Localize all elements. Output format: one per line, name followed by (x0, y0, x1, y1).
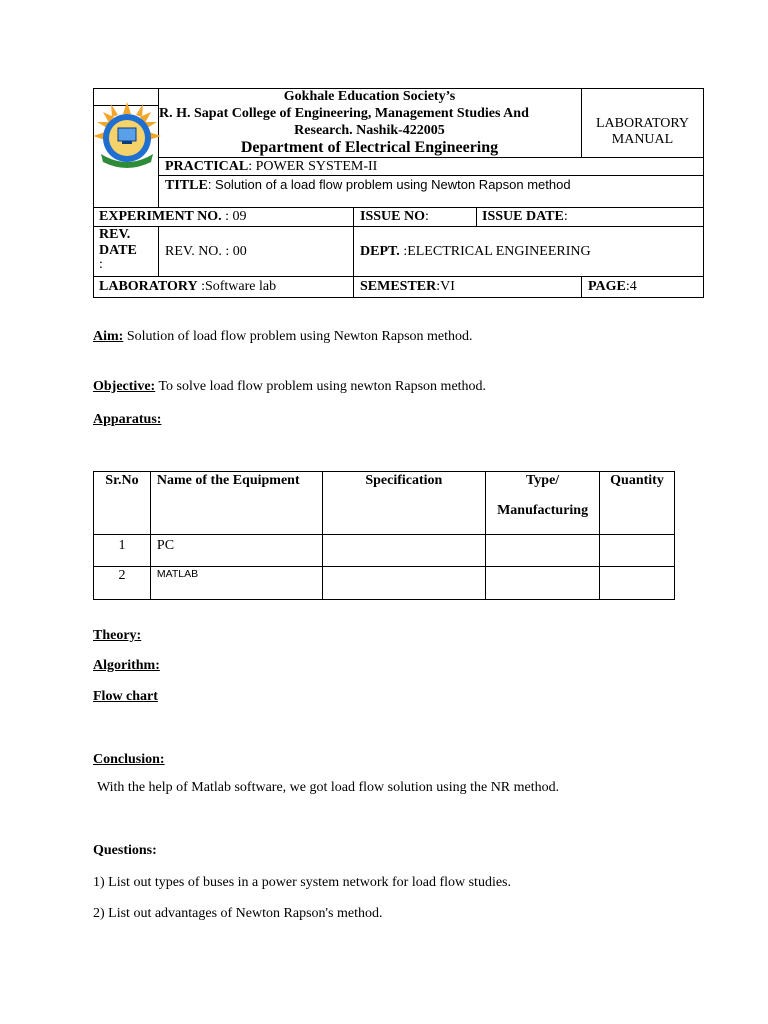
table-row (94, 535, 675, 567)
divider-v-rev (158, 226, 159, 277)
objective-text: To solve load flow problem using newton Rapson method. (155, 379, 487, 394)
dept-label: DEPT. (360, 244, 400, 259)
conclusion-text: With the help of Matlab software, we got load flow solution using the NR method. (97, 780, 560, 795)
divider-h2 (158, 157, 704, 158)
college-logo (91, 100, 163, 172)
divider-v-issuedate (476, 207, 477, 227)
divider-h4 (93, 207, 704, 208)
manual-label-line1: LABORATORY (595, 116, 690, 131)
practical-value: : POWER SYSTEM-II (248, 159, 378, 174)
title-label: TITLE (165, 178, 208, 193)
experiment-label: EXPERIMENT NO. (99, 209, 222, 224)
apparatus-table (93, 471, 675, 600)
header-equipment: Name of the Equipment (150, 472, 322, 535)
header-srno: Sr.No (94, 472, 151, 535)
lab-label: LABORATORY (99, 279, 198, 294)
lab-value: :Software lab (197, 279, 277, 294)
issue-date-value: : (563, 209, 568, 224)
theory-heading: Theory: (93, 628, 142, 643)
issue-no-cell (360, 209, 429, 225)
semester-value: :VI (436, 279, 455, 294)
society-name: Gokhale Education Society’s (283, 89, 456, 104)
table-header-row (94, 472, 675, 535)
divider-v-page (581, 276, 582, 298)
header-type-line2: Manufacturing (497, 503, 589, 518)
page-label: PAGE (588, 279, 626, 294)
dept-cell (360, 244, 591, 260)
semester-cell (360, 279, 455, 295)
question-1: 1) List out types of buses in a power system network for load flow studies. (93, 875, 511, 890)
title-value: : Solution of a load flow problem using Newton Rapson method (207, 177, 571, 192)
row2-qty (600, 567, 675, 600)
college-name-line2: Research. Nashik-422005 (294, 123, 445, 138)
question-2: 2) List out advantages of Newton Rapson's method. (93, 906, 383, 921)
divider-h6 (93, 276, 704, 277)
row1-name: PC (150, 535, 322, 567)
practical-label: PRACTICAL (165, 159, 249, 174)
objective-line (93, 379, 486, 395)
page-value: :4 (625, 279, 637, 294)
college-logo-emblem (91, 100, 163, 172)
row1-srno: 1 (94, 535, 151, 567)
row1-qty (600, 535, 675, 567)
experiment-cell (99, 209, 247, 225)
table-row (94, 567, 675, 600)
practical-row (165, 159, 377, 175)
divider-h3 (158, 175, 704, 176)
divider-h5 (93, 226, 704, 227)
semester-label: SEMESTER (360, 279, 437, 294)
row2-srno: 2 (94, 567, 151, 600)
manual-label-line2: MANUAL (611, 132, 674, 147)
divider-v-dept (353, 207, 354, 298)
objective-label: Objective: (93, 379, 156, 394)
experiment-value: : 09 (221, 209, 247, 224)
conclusion-heading: Conclusion: (93, 752, 165, 767)
row2-name: MATLAB (150, 567, 322, 600)
title-row (165, 177, 571, 194)
row2-type (486, 567, 600, 600)
algorithm-heading: Algorithm: (93, 658, 160, 673)
rev-date-label-2: DATE (99, 243, 137, 258)
aim-label: Aim: (93, 329, 124, 344)
header-type (486, 472, 600, 535)
college-name-line1: R. H. Sapat College of Engineering, Management Studies And (159, 106, 529, 121)
apparatus-heading: Apparatus: (93, 412, 162, 427)
flowchart-heading: Flow chart (93, 689, 158, 704)
issue-date-label: ISSUE DATE (482, 209, 564, 224)
row1-type (486, 535, 600, 567)
issue-date-cell (482, 209, 568, 225)
lab-cell (99, 279, 276, 295)
issue-no-label: ISSUE NO (360, 209, 425, 224)
rev-date-label-3: : (99, 257, 103, 272)
questions-heading: Questions: (93, 843, 157, 858)
dept-value: :ELECTRICAL ENGINEERING (399, 244, 591, 259)
row2-spec (322, 567, 486, 600)
rev-no: REV. NO. : 00 (165, 244, 247, 259)
page-cell (588, 279, 637, 295)
row1-spec (322, 535, 486, 567)
header-border-bottom (93, 297, 704, 298)
header-specification: Specification (322, 472, 486, 535)
aim-text: Solution of load flow problem using Newton Rapson method. (123, 329, 473, 344)
header-quantity: Quantity (600, 472, 675, 535)
department-name: Department of Electrical Engineering (240, 139, 499, 156)
aim-line (93, 329, 473, 345)
header-type-line1: Type/ (525, 473, 560, 488)
issue-no-value: : (424, 209, 429, 224)
rev-date-label-1: REV. (99, 227, 131, 242)
